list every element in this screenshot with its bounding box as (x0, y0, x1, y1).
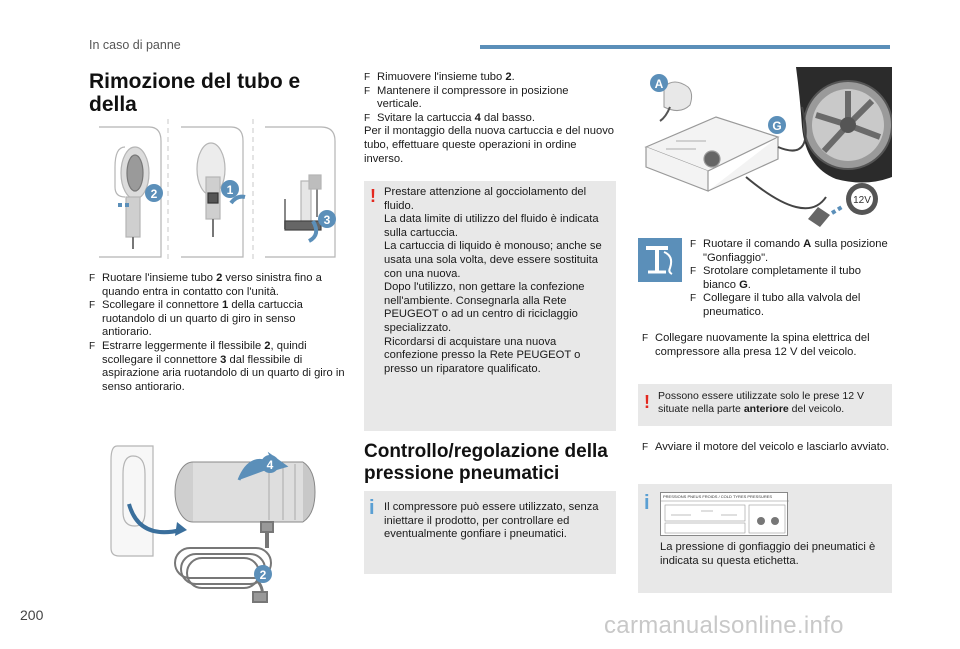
header-accent-bar (480, 45, 890, 49)
step-ref: 2 (264, 339, 271, 352)
list-item (89, 299, 347, 340)
info-icon: i (369, 497, 375, 519)
compressor-inflation-illustration (636, 67, 892, 232)
step-ref: 3 (220, 353, 227, 366)
warning-emphasis: anteriore (743, 403, 789, 415)
warning-icon: ! (370, 186, 376, 206)
tyre (796, 67, 892, 183)
removal-steps-list (89, 272, 347, 394)
step-text: Svitare la cartuccia (377, 111, 475, 124)
title-line-2: pressione pneumatici (364, 463, 560, 484)
callout-3: 3 (323, 213, 331, 227)
step-text: Avviare il motore del veicolo e lasciarlo avviato. (655, 441, 890, 453)
step-text: sulla posizione "Gonfiaggio". (703, 238, 888, 264)
info-text: La pressione di gonfiaggio dei pneumatici è indicata su questa etichetta. (660, 541, 876, 567)
list-item (642, 332, 892, 359)
step-text: della cartuccia ruotandolo di un quarto di giro in senso antiorario. (102, 299, 303, 339)
step-ref: 2 (505, 71, 512, 83)
step-text: Scollegare il connettore (102, 299, 223, 312)
callout-4: 4 (266, 458, 274, 472)
list-item (690, 292, 890, 319)
warning-line: Possono essere utilizzate solo le prese 12 V situate nella parte (658, 390, 865, 415)
list-item (364, 112, 614, 126)
step-text: Ruotare l'insieme tubo (102, 272, 217, 284)
step-text: Rimuovere l'insieme tubo (377, 71, 506, 83)
bullet-marker: F (89, 273, 96, 284)
warning-text (384, 186, 606, 376)
section-title-pressure (364, 441, 614, 485)
step-ref: A (803, 238, 812, 250)
warning-line: Prestare attenzione al gocciolamento del fluido. (384, 186, 587, 212)
warning-line: La data limite di utilizzo del fluido è indicata sulla cartuccia. (384, 213, 599, 239)
cartridge-steps-list (364, 71, 614, 166)
callout-2: 2 (150, 187, 158, 201)
step-text: . (747, 278, 751, 291)
pressure-label-info-box (638, 484, 892, 593)
fluid-warning-box (364, 181, 616, 431)
reconnect-step (642, 332, 892, 359)
step-text: dal basso. (480, 111, 535, 124)
page-number: 200 (20, 607, 44, 623)
start-engine-step (642, 441, 892, 455)
bullet-marker: F (364, 112, 371, 124)
step-text: Ruotare il comando (703, 238, 804, 250)
list-item (364, 71, 614, 85)
step-text: Srotolare completamente il tubo bianco (703, 265, 861, 291)
step-text: Collegare il tubo alla valvola del pneumatico. (703, 292, 861, 318)
title-line-1: Rimozione del tubo e della (89, 70, 301, 116)
step-text: Collegare nuovamente la spina elettrica del compressore alla presa 12 V del veicolo. (655, 332, 870, 358)
warning-line: Ricordarsi di acquistare una nuova confezione presso la Rete PEUGEOT o presso un riparatore qualificato. (384, 335, 581, 375)
list-item (690, 238, 890, 265)
warning-line: Dopo l'utilizzo, non gettare la confezione nell'ambiente. Consegnarla alla Rete PEUGEOT o ad un centro di riciclaggio specializzato. (384, 281, 585, 334)
warning-icon: ! (644, 392, 650, 412)
bullet-marker: F (89, 300, 96, 312)
compressor-info-box (364, 491, 616, 574)
info-text: Il compressore può essere utilizzato, senza iniettare il prodotto, per controllare ed eventualmente gonfiare i pneumatici. (384, 501, 599, 541)
reassembly-paragraph: Per il montaggio della nuova cartuccia e del nuovo tubo, effettuare queste operazioni in ordine inverso. (364, 125, 615, 165)
warning-line: del veicolo. (788, 403, 845, 415)
coiled-hose (175, 522, 273, 602)
list-item (690, 265, 890, 292)
warning-text (658, 390, 886, 416)
title-line-1: Controllo/regolazione della (364, 441, 608, 462)
cartridge-illustration (89, 430, 347, 605)
bullet-marker: F (364, 85, 371, 97)
list-item (89, 272, 347, 299)
step-text: verso sinistra fino a quando entra in contatto con l'unità. (102, 272, 322, 298)
step-ref: 4 (474, 111, 481, 124)
step-text: . (511, 71, 515, 83)
step-ref: G (739, 278, 748, 291)
bullet-marker: F (690, 293, 697, 305)
bullet-marker: F (364, 72, 371, 83)
callout-1: 1 (226, 183, 234, 197)
socket-label: 12V (853, 195, 871, 206)
step-ref: 2 (216, 272, 223, 284)
callout-g: G (772, 119, 782, 133)
section-header: In caso di panne (89, 38, 181, 52)
list-item (364, 85, 614, 112)
bullet-marker: F (690, 239, 697, 250)
bullet-marker: F (89, 340, 96, 352)
step-text: , quindi scollegare il connettore (102, 339, 307, 366)
list-item (89, 340, 347, 394)
bullet-marker: F (642, 442, 649, 453)
callout-a: A (654, 77, 664, 91)
label-title: PRESSIONS PNEUS FROIDS / COLD TYRES PRESSURES (663, 494, 773, 499)
watermark: carmanualsonline.info (604, 612, 844, 639)
inflation-mode-icon (638, 238, 682, 282)
bullet-marker: F (690, 266, 697, 278)
socket-warning-box (638, 384, 892, 426)
step-ref: 1 (222, 299, 229, 312)
step-text: dal flessibile di aspirazione aria ruotandolo di un quarto di giro in senso antiorario. (102, 353, 345, 393)
step-text: Estrarre leggermente il flessibile (102, 339, 265, 352)
inflation-steps-list (690, 238, 890, 320)
tyre-pressure-label-image (660, 492, 788, 536)
warning-line: La cartuccia di liquido è monouso; anche se usata una sola volta, deve essere sostituita con una nuova. (384, 240, 602, 280)
compressor-unit (646, 117, 778, 191)
step-text: Mantenere il compressore in posizione verticale. (377, 84, 569, 111)
list-item (642, 441, 892, 455)
callout-2b: 2 (259, 568, 267, 582)
info-icon: i (644, 492, 650, 514)
bullet-marker: F (642, 333, 649, 344)
hose-removal-illustration (89, 117, 347, 262)
